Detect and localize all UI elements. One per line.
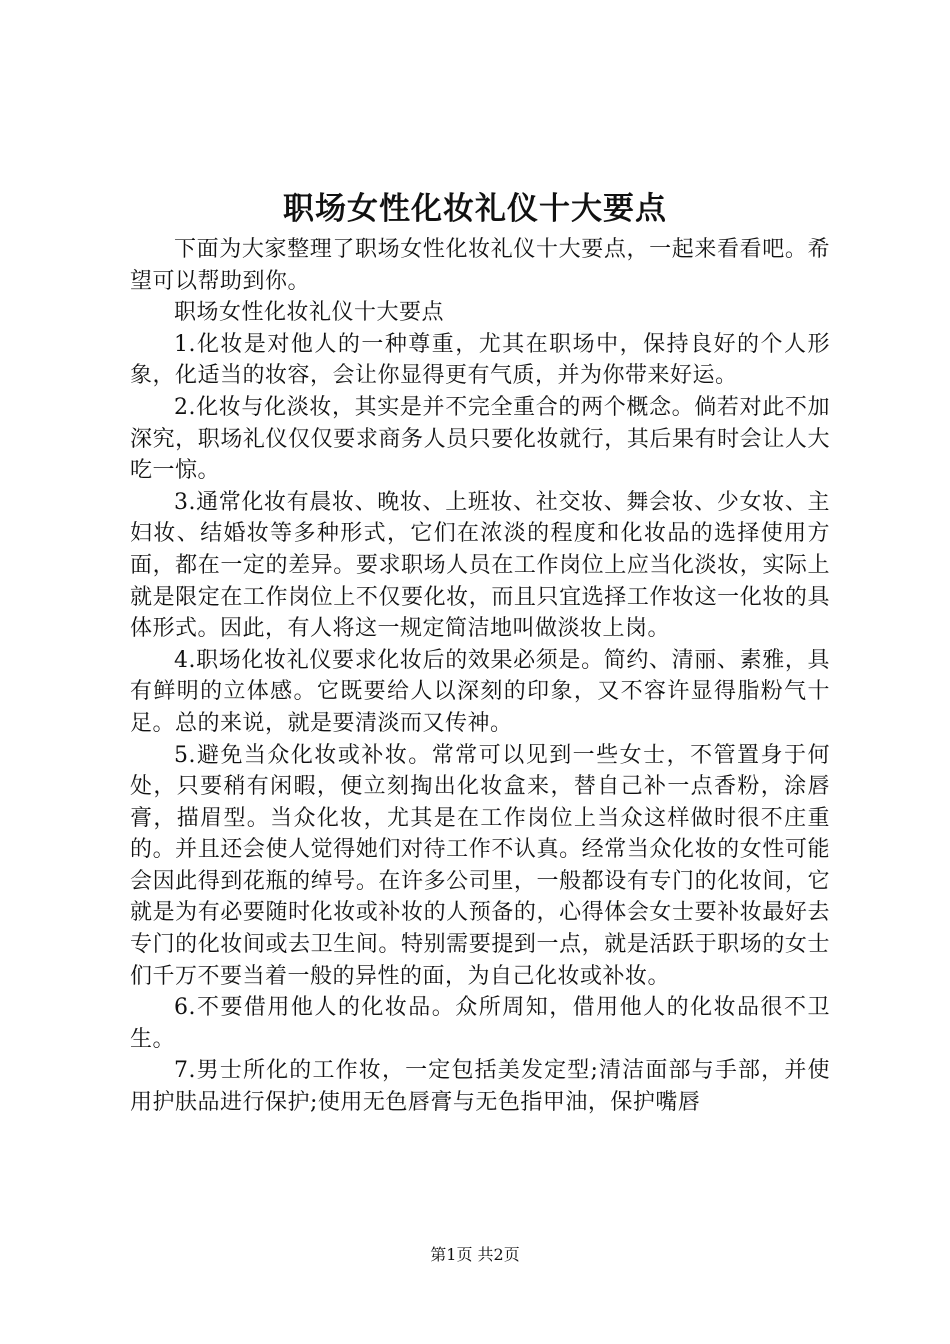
paragraph-point-7: 7.男士所化的工作妆，一定包括美发定型;清洁面部与手部，并使用护肤品进行保护;使用无色唇膏与无色指甲油，保护嘴唇 [130, 1058, 830, 1116]
paragraph-point-2: 2.化妆与化淡妆，其实是并不完全重合的两个概念。倘若对此不加深究，职场礼仪仅仅要求商务人员只要化妆就行，其后果有时会让人大吃一惊。 [130, 394, 830, 484]
paragraph-point-4: 4.职场化妆礼仪要求化妆后的效果必须是。简约、清丽、素雅，具有鲜明的立体感。它既要给人以深刻的印象，又不容许显得脂粉气十足。总的来说，就是要清淡而又传神。 [130, 647, 830, 736]
paragraph-intro: 下面为大家整理了职场女性化妆礼仪十大要点，一起来看看吧。希望可以帮助到你。 [130, 237, 830, 294]
paragraph-point-1: 1.化妆是对他人的一种尊重，尤其在职场中，保持良好的个人形象，化适当的妆容，会让你显得更有气质，并为你带来好运。 [130, 331, 830, 389]
document-title: 职场女性化妆礼仪十大要点 [283, 191, 667, 227]
paragraph-subtitle: 职场女性化妆礼仪十大要点 [174, 300, 445, 326]
paragraph-point-3: 3.通常化妆有晨妆、晚妆、上班妆、社交妆、舞会妆、少女妆、主妇妆、结婚妆等多种形式，它们在浓淡的程度和化妆品的选择使用方面，都在一定的差异。要求职场人员在工作岗位上应当化淡妆，实际上就是限定在工作岗位上不仅要化妆，而且只宜选择工作妆这一化妆的具体形式。因此，有人将这一规定简洁地叫做淡妆上岗。 [130, 489, 830, 642]
paragraph-point-5: 5.避免当众化妆或补妆。常常可以见到一些女士，不管置身于何处，只要稍有闲暇，便立刻掏出化妆盒来，替自己补一点香粉，涂唇膏，描眉型。当众化妆，尤其是在工作岗位上当众这样做时很不庄重的。并且还会使人觉得她们对待工作不认真。经常当众化妆的女性可能会因此得到花瓶的绰号。在许多公司里，一般都设有专门的化妆间，它就是为有必要随时化妆或补妆的人预备的，心得体会女士要补妆最好去专门的化妆间或去卫生间。特别需要提到一点，就是活跃于职场的女士们千万不要当着一般的异性的面，为自己化妆或补妆。 [130, 742, 830, 989]
page-footer: 第1页 共2页 [430, 1245, 520, 1264]
document-body [130, 234, 830, 1119]
paragraph-point-6: 6.不要借用他人的化妆品。众所周知，借用他人的化妆品很不卫生。 [130, 995, 830, 1052]
